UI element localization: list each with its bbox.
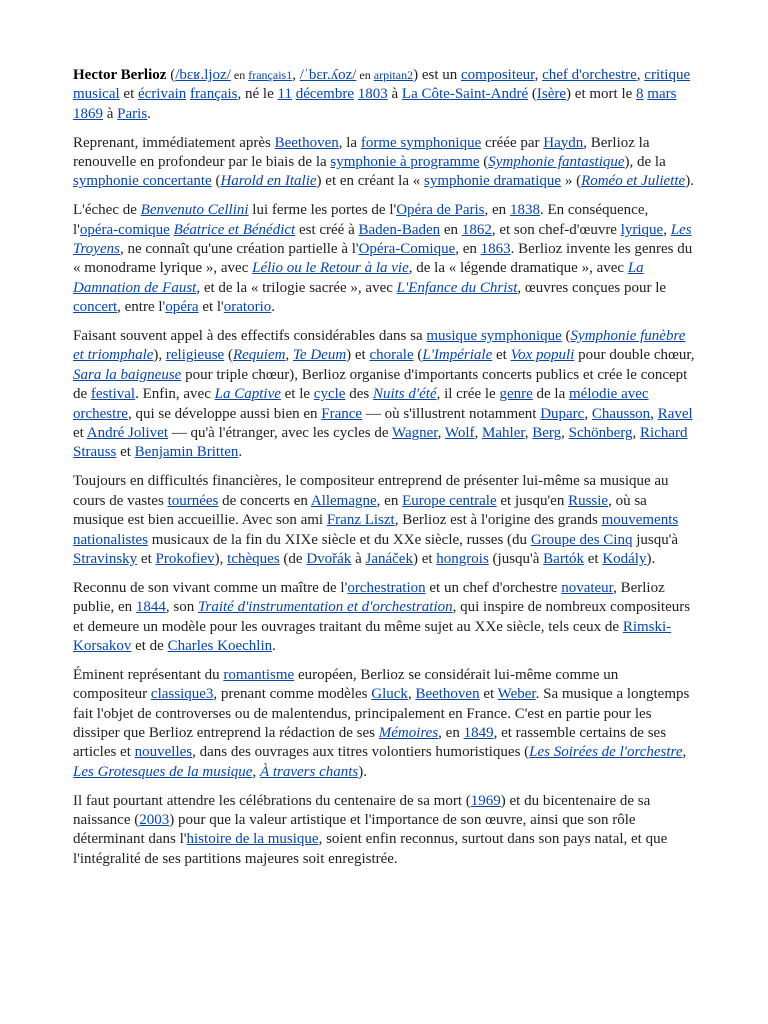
- text-run: Faisant souvent appel à des effectifs considérables dans sa: [73, 328, 427, 345]
- wiki-link[interactable]: À travers chants: [259, 763, 359, 780]
- text-run: L'échec de: [73, 202, 141, 219]
- wiki-link[interactable]: Kodály: [602, 550, 647, 567]
- text-run: ,: [474, 425, 483, 442]
- paragraph-2: [73, 134, 695, 192]
- text-run: ).: [358, 763, 368, 780]
- wiki-link[interactable]: 8: [636, 86, 644, 103]
- wiki-link[interactable]: 1862: [461, 221, 492, 238]
- text-run: et un chef d'orchestre: [425, 579, 562, 596]
- wiki-link[interactable]: lyrique: [620, 221, 664, 238]
- text-run: , dans des ouvrages aux titres volontiers humoristiques (: [192, 744, 530, 761]
- wiki-link[interactable]: André Jolivet: [86, 425, 168, 442]
- text-run: ,: [632, 425, 641, 442]
- wiki-link[interactable]: français: [190, 86, 238, 103]
- text-run: , Berlioz publie, en: [73, 579, 665, 616]
- wiki-link[interactable]: festival: [90, 386, 136, 403]
- text-run: .: [271, 299, 275, 316]
- wiki-link[interactable]: compositeur: [461, 67, 535, 83]
- paragraph-5: [73, 472, 695, 569]
- wiki-link[interactable]: symphonie concertante: [73, 173, 212, 190]
- wiki-link[interactable]: Beethoven: [415, 686, 480, 703]
- wiki-link[interactable]: Haydn: [543, 134, 584, 151]
- paragraph-7: [73, 666, 695, 782]
- text-run: ,: [561, 425, 569, 442]
- wiki-link[interactable]: /bɛʁ.ljoz/: [175, 67, 231, 83]
- text-run: musicaux de la fin du XIXe siècle et du XXe siècle, russes (du: [148, 531, 531, 548]
- text-run: , de la « légende dramatique », avec: [408, 260, 628, 277]
- text-run: ,: [524, 425, 533, 442]
- wiki-link[interactable]: Schönberg: [568, 425, 633, 442]
- text-run: ,: [534, 67, 543, 83]
- wiki-link[interactable]: Janáček: [365, 550, 413, 567]
- text-run: ,: [636, 67, 645, 83]
- text-run: jusqu'à: [632, 531, 679, 548]
- wiki-link[interactable]: Wolf: [444, 425, 475, 442]
- wiki-link[interactable]: tournées: [167, 492, 219, 509]
- wiki-link[interactable]: France: [321, 405, 363, 422]
- wiki-link[interactable]: Prokofiev: [155, 550, 215, 567]
- wiki-link[interactable]: Roméo et Juliette: [581, 173, 686, 190]
- text-run: ).: [646, 550, 656, 567]
- text-run: , soient enfin reconnus, surtout dans son pays natal, et que l'intégralité de ses partitions majeures soit enregistrée.: [73, 831, 668, 867]
- text-run: Reconnu de son vivant comme un maître de l': [73, 579, 348, 596]
- text-run: , en: [438, 724, 464, 741]
- text-run: ,: [650, 405, 658, 422]
- article-body: [73, 66, 695, 879]
- wiki-link[interactable]: Groupe des Cinq: [530, 531, 633, 548]
- text-run: , qui se développe aussi bien en: [127, 405, 322, 422]
- text-run: . Enfin, avec: [135, 386, 215, 403]
- wiki-link[interactable]: genre: [499, 386, 533, 403]
- wiki-link[interactable]: 1969: [470, 792, 501, 809]
- wiki-link[interactable]: Weber: [497, 686, 536, 703]
- text-run: à: [103, 105, 118, 122]
- text-run: , prenant comme modèles: [213, 686, 372, 703]
- wiki-link[interactable]: Mahler: [482, 425, 525, 442]
- wiki-link[interactable]: La Côte-Saint-André: [401, 86, 529, 103]
- wiki-link[interactable]: Allemagne: [310, 492, 377, 509]
- text-run: Il faut pourtant attendre les célébrations du centenaire de sa mort (: [73, 792, 471, 809]
- text-run: ) et: [412, 550, 437, 567]
- text-run: et jusqu'en: [496, 492, 569, 509]
- wiki-link[interactable]: tchèques: [227, 550, 280, 567]
- text-run: en: [440, 221, 462, 238]
- wiki-link[interactable]: L'Enfance du Christ: [396, 279, 518, 296]
- wiki-link[interactable]: Richard Strauss: [73, 425, 688, 461]
- article-subject: Hector Berlioz: [73, 67, 167, 83]
- wiki-link[interactable]: Traité d'instrumentation et d'orchestration: [198, 599, 453, 616]
- wiki-link[interactable]: hongrois: [436, 550, 489, 567]
- wiki-link[interactable]: Dvořák: [306, 550, 352, 567]
- text-run: . Berlioz invente les genres du « monodrame lyrique », avec: [73, 241, 693, 277]
- text-run: ,: [292, 67, 300, 83]
- wiki-link[interactable]: Vox populi: [510, 347, 575, 364]
- text-run: , en: [484, 202, 510, 219]
- text-run: . Sa musique a longtemps fait l'objet de controverses ou de malentendus, principalement en France. C'est en partie pour les dissiper que Berlioz entreprend la rédaction de ses: [73, 686, 690, 741]
- text-run: , en: [455, 241, 481, 258]
- text-run: est créé à: [295, 221, 359, 238]
- text-run: » (: [561, 173, 582, 190]
- text-run: et: [119, 86, 138, 103]
- text-run: à: [387, 86, 402, 103]
- wiki-link[interactable]: Te Deum: [292, 347, 347, 364]
- text-run: et de: [131, 637, 168, 654]
- wiki-link[interactable]: français1: [248, 68, 293, 82]
- text-run: et: [479, 686, 498, 703]
- text-run: , où sa musique est bien accueillie. Avec son ami: [73, 492, 647, 529]
- wiki-link[interactable]: Beethoven: [274, 134, 339, 151]
- text-run: ),: [153, 347, 166, 364]
- text-run: ,: [584, 405, 592, 422]
- paragraph-4: [73, 327, 695, 463]
- text-run: — où s'illustrent notamment: [362, 405, 541, 422]
- text-run: Éminent représentant du: [73, 666, 224, 683]
- wiki-link[interactable]: Russie: [568, 492, 609, 509]
- wiki-link[interactable]: mélodie avec orchestre: [73, 386, 649, 422]
- wiki-link[interactable]: 2003: [139, 811, 170, 828]
- text-run: , en: [376, 492, 403, 509]
- text-run: européen, Berlioz se considérait lui-même comme un compositeur: [73, 666, 619, 703]
- language-note: en: [230, 68, 249, 82]
- wiki-link[interactable]: religieuse: [165, 347, 225, 364]
- text-run: lui ferme les portes de l': [248, 202, 397, 219]
- text-run: , ne connaît qu'une création partielle à l': [119, 241, 359, 258]
- text-run: ) est un: [413, 67, 461, 83]
- wiki-link[interactable]: 1844: [135, 599, 166, 616]
- text-run: (: [211, 173, 221, 190]
- text-run: ).: [685, 173, 694, 190]
- wiki-link[interactable]: Symphonie funèbre et triomphale: [73, 328, 686, 364]
- text-run: (de: [279, 550, 307, 567]
- wiki-link[interactable]: Sara la baigneuse: [73, 366, 182, 383]
- wiki-link[interactable]: Chausson: [591, 405, 651, 422]
- wiki-link[interactable]: Paris: [117, 105, 148, 122]
- wiki-link[interactable]: Stravinsky: [73, 550, 138, 567]
- wiki-link[interactable]: Wagner: [392, 425, 438, 442]
- paragraph-8: [73, 792, 695, 870]
- text-run: des: [345, 386, 373, 403]
- wiki-link[interactable]: /ˈbɛr.ʎoz/: [299, 67, 357, 83]
- wiki-link[interactable]: Symphonie fantastique: [488, 154, 625, 171]
- wiki-link[interactable]: décembre: [295, 86, 354, 103]
- wiki-link[interactable]: mouvements nationalistes: [73, 512, 679, 548]
- text-run: (: [166, 67, 176, 83]
- wiki-link[interactable]: Requiem: [232, 347, 286, 364]
- paragraph-6: [73, 579, 695, 657]
- text-run: ) et: [346, 347, 370, 364]
- text-run: .: [238, 444, 243, 461]
- text-run: ), de la: [624, 154, 666, 171]
- wiki-link[interactable]: romantisme: [223, 666, 295, 683]
- text-run: ) pour que la valeur artistique et l'importance de son œuvre, ainsi que son rôle déterminant dans l': [73, 811, 636, 848]
- wiki-link[interactable]: 1838: [509, 202, 540, 219]
- text-run: et: [116, 444, 135, 461]
- text-run: et: [73, 425, 87, 442]
- text-run: ,: [663, 221, 671, 238]
- text-run: , qui inspire de nombreux compositeurs et demeure un modèle pour les ouvrages traitant du même sujet au XXe siècle, tels ceux de: [73, 599, 691, 635]
- wiki-link[interactable]: Berg: [532, 425, 562, 442]
- text-run: . En conséquence, l': [73, 202, 649, 238]
- wiki-link[interactable]: histoire de la musique: [186, 831, 319, 848]
- wiki-link[interactable]: Charles Koechlin: [167, 637, 273, 654]
- paragraph-1: [73, 66, 695, 124]
- text-run: (: [528, 86, 537, 103]
- text-run: ,: [682, 744, 687, 761]
- wiki-link[interactable]: La Damnation de Faust: [73, 260, 644, 296]
- text-run: et: [492, 347, 511, 364]
- wiki-link[interactable]: 11: [277, 86, 292, 103]
- wiki-link[interactable]: chef d'orchestre: [542, 67, 637, 83]
- wiki-link[interactable]: Duparc: [540, 405, 585, 422]
- wiki-link[interactable]: symphonie à programme: [330, 154, 480, 171]
- wiki-link[interactable]: classique3: [150, 686, 214, 703]
- wiki-link[interactable]: Lélio ou le Retour à la vie: [252, 260, 409, 277]
- wiki-link[interactable]: 1869: [73, 105, 103, 122]
- wiki-link[interactable]: écrivain: [137, 86, 187, 103]
- wiki-link[interactable]: Opéra de Paris: [396, 202, 485, 219]
- wiki-link[interactable]: mars: [647, 86, 677, 103]
- text-run: à: [351, 550, 366, 567]
- wiki-link[interactable]: Benvenuto Cellini: [140, 202, 249, 219]
- wiki-link[interactable]: Les Grotesques de la musique: [73, 763, 253, 780]
- text-run: , et rassemble certains de ses articles et: [73, 724, 667, 761]
- text-run: , entre l': [117, 299, 166, 316]
- wiki-link[interactable]: cycle: [313, 386, 346, 403]
- text-run: (: [479, 154, 489, 171]
- wiki-link[interactable]: Nuits d'été: [372, 386, 437, 403]
- text-run: , son: [165, 599, 198, 616]
- text-run: .: [272, 637, 276, 654]
- text-run: , et de la « trilogie sacrée », avec: [196, 279, 397, 296]
- text-run: et le: [280, 386, 314, 403]
- wiki-link[interactable]: Europe centrale: [402, 492, 497, 509]
- text-run: , il crée le: [436, 386, 500, 403]
- wiki-link[interactable]: Benjamin Britten: [134, 444, 239, 461]
- text-run: ,: [252, 763, 260, 780]
- text-run: Toujours en difficultés financières, le compositeur entreprend de présenter lui-même sa musique au cours de vastes: [73, 473, 669, 509]
- text-run: — qu'à l'étranger, avec les cycles de: [167, 425, 392, 442]
- wiki-link[interactable]: musique symphonique: [426, 328, 562, 345]
- wiki-link[interactable]: Bartók: [543, 550, 584, 567]
- wiki-link[interactable]: opéra: [165, 299, 199, 316]
- text-run: ) et du bicentenaire de sa naissance (: [73, 792, 651, 828]
- wiki-link[interactable]: forme symphonique: [360, 134, 482, 151]
- text-run: (: [413, 347, 423, 364]
- text-run: ),: [214, 550, 228, 567]
- wiki-link[interactable]: 1849: [463, 724, 494, 741]
- wiki-link[interactable]: Les Soirées de l'orchestre: [529, 744, 683, 761]
- wiki-link[interactable]: 1863: [480, 241, 511, 258]
- wiki-link[interactable]: Mémoires: [378, 724, 439, 741]
- wiki-link[interactable]: opéra-comique: [79, 221, 170, 238]
- text-run: de la: [532, 386, 569, 403]
- wiki-link[interactable]: symphonie dramatique: [424, 173, 562, 190]
- wiki-link[interactable]: Opéra-Comique: [358, 241, 456, 258]
- language-note: en: [356, 68, 374, 82]
- wiki-link[interactable]: oratorio: [223, 299, 272, 316]
- wiki-link[interactable]: Franz Liszt: [326, 512, 395, 529]
- text-run: ) et mort le: [566, 86, 637, 103]
- wiki-link[interactable]: Rimski-Korsakov: [73, 618, 672, 654]
- text-run: de concerts en: [218, 492, 311, 509]
- wiki-link[interactable]: nouvelles: [134, 744, 193, 761]
- text-run: , né le: [237, 86, 278, 103]
- wiki-link[interactable]: Ravel: [657, 405, 693, 422]
- wiki-link[interactable]: arpitan2: [373, 68, 414, 82]
- text-run: , la: [338, 134, 361, 151]
- text-run: .: [147, 105, 151, 122]
- text-run: (jusqu'à: [488, 550, 544, 567]
- text-run: , Berlioz est à l'origine des grands: [394, 512, 602, 529]
- text-run: ) et en créant la «: [316, 173, 424, 190]
- text-run: et: [583, 550, 603, 567]
- wiki-link[interactable]: critique musical: [73, 67, 691, 103]
- wiki-link[interactable]: Les Troyens: [73, 221, 692, 258]
- wiki-link[interactable]: 1803: [357, 86, 388, 103]
- wiki-link[interactable]: novateur: [561, 579, 614, 596]
- text-run: pour double chœur,: [574, 347, 695, 364]
- paragraph-3: [73, 201, 695, 317]
- text-run: (: [561, 328, 571, 345]
- text-run: pour triple chœur), Berlioz organise d'importants concerts publics et crée le concept de: [73, 366, 688, 403]
- text-run: ,: [437, 425, 445, 442]
- text-run: créée par: [481, 134, 544, 151]
- wiki-link[interactable]: Béatrice et Bénédict: [173, 221, 296, 238]
- text-run: ,: [285, 347, 293, 364]
- text-run: Reprenant, immédiatement après: [73, 134, 275, 151]
- text-run: , œuvres conçues pour le: [517, 279, 667, 296]
- text-run: et l': [198, 299, 224, 316]
- wiki-link[interactable]: Harold en Italie: [220, 173, 317, 190]
- text-run: et: [137, 550, 156, 567]
- wiki-link[interactable]: Baden-Baden: [358, 221, 441, 238]
- wiki-link[interactable]: concert: [73, 299, 118, 316]
- wiki-link[interactable]: orchestration: [347, 579, 426, 596]
- wiki-link[interactable]: L'Impériale: [422, 347, 493, 364]
- wiki-link[interactable]: Gluck: [371, 686, 408, 703]
- text-run: ,: [407, 686, 416, 703]
- text-run: , et son chef-d'œuvre: [491, 221, 621, 238]
- wiki-link[interactable]: Isère: [536, 86, 567, 103]
- text-run: , Berlioz la renouvelle en profondeur par le biais de la: [73, 134, 650, 171]
- text-run: (: [224, 347, 233, 364]
- wiki-link[interactable]: chorale: [369, 347, 414, 364]
- wiki-link[interactable]: La Captive: [214, 386, 281, 403]
